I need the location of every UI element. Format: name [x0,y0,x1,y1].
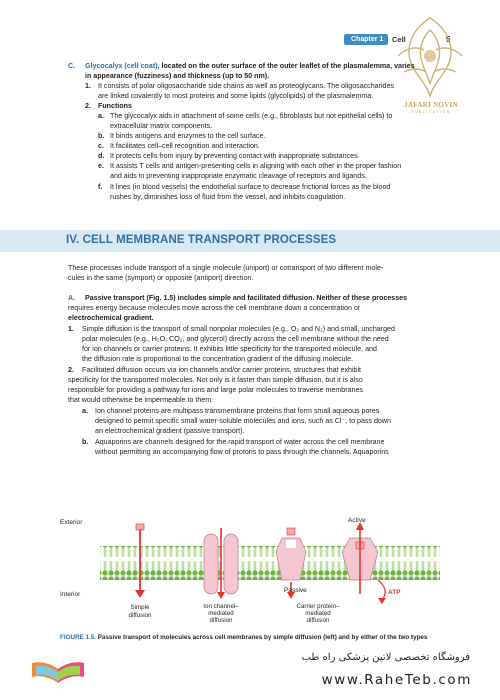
point-a-line2: designed to permit specific small water-soluble molecules and ions, such as Cl⁻, to pass down [95,417,391,425]
glycocalyx-term: Glycocalyx (cell coat), [85,62,160,70]
func-a-letter: a. [98,112,104,120]
func-d-letter: d. [98,152,105,160]
point-2-num: 2. [68,366,74,374]
ion-channel-label-1: Ion channel– [203,603,239,610]
section-c-line2: in appearance (fuzziness) and thickness (up to 50 nm). [85,72,270,80]
watermark-sub: PUBLICATION [411,110,451,114]
book-logo-icon [30,657,86,687]
caption-label: FIGURE 1.5. [60,634,97,641]
carrier-protein-label-2: mediated [305,610,331,617]
simple-diffusion-label-2: diffusion [128,612,152,619]
func-f-line2: rushes by, diminishes loss of fluid from the vessel, and inhibits coagulation. [110,193,346,201]
item-1-num: 1. [85,82,91,90]
item-1-line2: are linked covalently to most proteins and some lipids (glycolipids) of the plasmalemma. [98,92,374,100]
figure-caption [60,634,427,641]
caption-text: Passive transport of molecules across cell membranes by simple diffusion (left) and by either of the two types [97,634,428,641]
interior-label: Interior [60,591,81,598]
lipid-bilayer [100,546,440,580]
point-1-num: 1. [68,325,74,333]
func-b-letter: b. [98,132,105,140]
subsection-a-line2: requires energy because molecules move across the cell membrane down a concentration or [68,304,361,312]
subsection-a-line1: Passive transport (Fig. 1.5) includes simple and facilitated diffusion. Neither of these processes [85,294,408,302]
point-1-line2: polar molecules (e.g., H₂O, CO₂, and glycerol) directly across the cell membrane without the need [82,335,389,343]
store-name: فروشگاه تخصصی لاتین پزشکی راه طب [301,652,470,663]
func-a-line1: The glycocalyx aids in attachment of some cells (e.g., fibroblasts but not epithelial cells) to [110,112,393,120]
carrier-protein-label-3: diffusion [306,617,330,624]
point-b-line1: Aquaporins are channels designed for the rapid transport of water across the cell membrane [95,438,385,446]
page-number: 5 [446,35,451,44]
ion-channel-label-2: mediated [208,610,234,617]
func-e-letter: e. [98,162,104,170]
active-label: Active [348,517,366,524]
exterior-label: Exterior [60,519,83,526]
func-f-line1: It lines (in blood vessels) the endothelial surface to decrease frictional forces as the blood [110,183,391,191]
intro-line2: cules in the same (symport) or opposite (antiport) direction. [68,274,254,282]
section-c-letter: C. [68,62,76,70]
point-b-line2: without permitting an accompanying flow of protons to pass through the channels. Aquaporins [95,448,389,456]
intro-line1: These processes include transport of a single molecule (uniport) or cotransport of two different mole- [68,264,384,272]
point-2-line1: Facilitated diffusion occurs via ion channels and/or carrier proteins, structures that exhibit [82,366,362,374]
carrier-protein-label-1: Carrier protein– [296,603,340,610]
func-f-letter: f. [98,183,103,191]
atp-label: ATP [388,589,401,596]
point-1-line3: for ion channels or carrier proteins. It exhibits little specificity for the transported molecule, and [82,345,377,353]
func-e-line2: and aids in preventing inappropriate enzymatic cleavage of receptors and ligands. [110,172,367,180]
func-d-text: It protects cells from injury by preventing contact with inappropriate substances. [110,152,360,160]
passive-label: Passive [284,587,307,594]
store-footer [0,642,500,700]
point-1-line1: Simple diffusion is the transport of small nonpolar molecules (e.g., O₂ and N₂) and small, uncharged [82,325,395,333]
section-c-line1: Glycocalyx (cell coat), located on the outer surface of the outer leaflet of the plasmalemma, varies [85,62,415,70]
simple-diffusion-label-1: Simple [130,604,150,611]
subsection-a-line3: electrochemical gradient. [68,314,154,322]
figure-1-5-diagram [60,508,440,624]
publisher-logo-icon [384,10,476,102]
chapter-label: Chapter 1 [344,34,388,45]
functions-heading: Functions [98,102,132,110]
point-2-line4: that would otherwise be impermeable to them. [68,396,214,404]
point-a-letter: a. [82,407,88,415]
watermark-name: JAFARI NOVIN [404,101,458,109]
store-url[interactable]: www.RaheTeb.com [321,672,472,688]
point-a-line1: Ion channel proteins are multipass transmembrane proteins that form small aqueous pores [95,407,380,415]
item-2-num: 2. [85,102,91,110]
ion-channel-label-3: diffusion [209,617,233,624]
point-b-letter: b. [82,438,89,446]
section-banner [0,230,500,252]
subsection-a-letter: A. [68,294,76,302]
func-a-line2: extracellular matrix components. [110,122,213,130]
func-c-letter: c. [98,142,104,150]
ion-channel-protein [204,528,238,599]
section-title: IV. CELL MEMBRANE TRANSPORT PROCESSES [66,234,337,246]
point-a-line3: an electrochemical gradient (passive transport). [95,427,245,435]
point-2-line3: responsible for providing a pathway for ions and large polar molecules to traverse membranes [68,386,363,394]
point-1-line4: the diffusion rate is proportional to the concentration gradient of the diffusing molecule. [82,355,354,363]
func-c-text: It facilitates cell–cell recognition and interaction. [110,142,260,150]
item-1-line1: It consists of polar oligosaccharide side chains as well as proteoglycans. The oligosaccharides [98,82,394,90]
func-e-line1: It assists T cells and antigen-presenting cells in aligning with each other in the proper fashion [110,162,402,170]
chapter-name: Cell [392,35,406,44]
point-2-line2: specificity for the transported molecules. Not only is it faster than simple diffusion, but it is also [68,376,363,384]
func-b-text: It binds antigens and enzymes to the cell surface. [110,132,266,140]
